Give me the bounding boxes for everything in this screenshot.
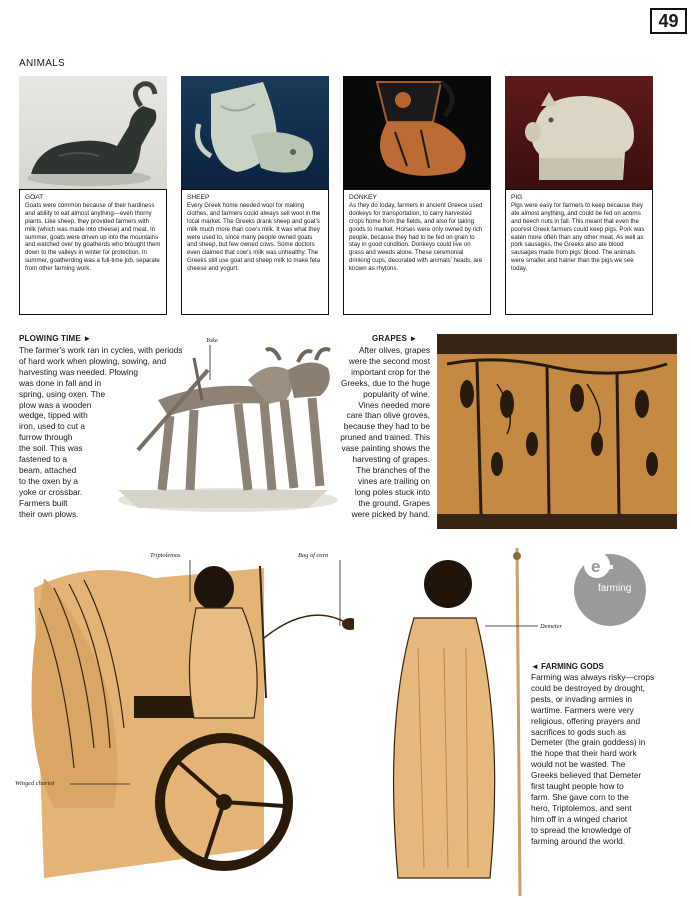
grapes-line: harvesting of grapes.	[352, 454, 430, 465]
grapes-line: were the second most	[348, 355, 430, 366]
farming-gods-text	[531, 672, 654, 847]
grapes-line: because they had to be	[343, 421, 430, 432]
farming-gods-line: wartime. Farmers were very	[531, 704, 634, 715]
sheep-caption-box	[181, 189, 329, 315]
grapes-line: care than olive groves,	[346, 410, 430, 421]
plowing-line: wedge, tipped with	[19, 410, 88, 421]
donkey-rhyton-image	[343, 76, 491, 189]
farming-gods-line: Greeks believed that Demeter	[531, 770, 642, 781]
plowing-line: Farmers built	[19, 497, 68, 508]
donkey-caption-box	[343, 189, 491, 315]
sheep-heading: SHEEP	[187, 194, 210, 201]
plowing-line: iron, used to cut a	[19, 421, 85, 432]
farming-gods-line: Demeter (the grain goddess) in	[531, 737, 646, 748]
grapes-line: After olives, grapes	[358, 345, 430, 355]
winged-chariot-label: Winged chariot	[15, 780, 55, 787]
demeter-label: Demeter	[540, 623, 563, 630]
plowing-line: their own plows.	[19, 508, 79, 519]
pig-caption-box	[505, 189, 653, 315]
farming-gods-line: sacrifices to gods such as	[531, 726, 626, 737]
pig-text: Pigs were easy for farmers to keep because they ate almost anything, and could be fed on acorns and beech nuts in fall. This meant that even the poorest Greek farmers could keep pigs. Pork was eaten more often than any other meat. As well as pork sausages, the Greeks also ate blood sausages made from pigs' blood. The animals were smaller and hairier than the pigs we see today.	[511, 201, 645, 273]
badge-letter: e	[591, 557, 601, 576]
farming-gods-line: to spread the knowledge of	[531, 824, 631, 835]
sheep-rhyton-image	[181, 76, 329, 189]
farming-gods-line: Farming was always risky—crops	[531, 672, 655, 682]
plowing-line: harvesting was needed. Plowing	[19, 366, 138, 377]
grapes-line: popularity of wine.	[363, 388, 430, 399]
plowing-line: yoke or crossbar.	[19, 486, 83, 497]
grape-harvest-vase-image	[437, 334, 677, 529]
goat-statue-image	[19, 76, 167, 189]
farming-gods-line: farming around the world.	[531, 835, 626, 846]
farming-gods-line: him off in a winged chariot	[531, 813, 628, 824]
grapes-line: The branches of the	[356, 464, 430, 475]
plowing-line: the soil. This was	[19, 443, 83, 454]
farming-gods-line: the hope that their hard work	[531, 748, 637, 759]
farming-gods-line: farm. She gave corn to the	[531, 791, 629, 802]
badge-text[interactable]: farming	[598, 583, 632, 594]
grapes-line: long poles stuck into	[354, 486, 430, 497]
farming-gods-line: could be destroyed by drought,	[531, 682, 645, 693]
goat-heading: GOAT	[25, 194, 44, 201]
section-title: ANIMALS	[19, 58, 66, 69]
farming-gods-heading: ◄ FARMING GODS	[531, 662, 604, 671]
pig-vessel-image	[505, 76, 653, 189]
plowing-line: plow was a wooden	[19, 399, 92, 410]
donkey-heading: DONKEY	[349, 194, 377, 201]
plowing-line: The farmer's work ran in cycles, with periods	[19, 345, 183, 355]
farming-gods-line: would not be wasted. The	[531, 759, 626, 770]
plowing-text	[19, 345, 182, 520]
bag-of-corn-label: Bag of corn	[298, 552, 329, 559]
grapes-line: Vines needed more	[358, 399, 430, 410]
grapes-text	[330, 345, 430, 520]
yoke-label: Yoke	[206, 337, 218, 344]
grapes-line: the ground. Grapes	[358, 497, 430, 508]
grapes-line: vines are trailing on	[358, 475, 430, 486]
grapes-line: Greeks, due to the huge	[340, 377, 430, 388]
triptolemos-label: Triptolemos	[150, 552, 181, 559]
page-number: 49	[650, 8, 687, 34]
grapes-line: important crop for the	[351, 366, 430, 377]
plowing-line: fastened to a	[19, 454, 67, 465]
plowing-line: to the oxen by a	[19, 475, 79, 486]
goat-caption-box	[19, 189, 167, 315]
farming-gods-line: religious, offering prayers and	[531, 715, 641, 726]
farming-gods-line: pests, or invading armies in	[531, 693, 632, 704]
farming-gods-line: hero, Triptolemos, and sent	[531, 802, 632, 813]
plowing-line: was done in fall and in	[19, 377, 102, 388]
grapes-line: pruned and trained. This	[340, 432, 430, 443]
plowing-line: of hard work when plowing, sowing, and	[19, 355, 167, 366]
yoke-pointer-line	[206, 345, 214, 380]
plowing-line: beam, attached	[19, 464, 77, 475]
farming-gods-line: first taught people how to	[531, 781, 624, 792]
plowing-line: furrow through	[19, 432, 73, 443]
plowing-heading: PLOWING TIME ►	[19, 334, 92, 343]
grapes-line: vase painting shows the	[341, 443, 430, 454]
donkey-text: As they do today, farmers in ancient Greece used donkeys for transportation, to carry harvested crops home from the fields, and also for taking goods to market. Horses were only owned by rich people, because they had to be fed on grain to stay in good condition. Donkeys could live on grass and weeds alone. These ceremonial drinking cups, decorated with animals' heads, are known as rhytons.	[349, 201, 483, 273]
grapes-heading: GRAPES ►	[372, 334, 418, 343]
sheep-text: Every Greek home needed wool for making clothes, and farmers could always sell wool in the local market. The Greeks drank sheep and goat's milk much more than cow's milk. It was what they were used to, since many people owned goats and sheep, but few owned cows. Some doctors even claimed that cow's milk was unhealthy. The Greeks still use goat and sheep milk to make feta cheese and yogurt.	[187, 201, 321, 273]
pig-heading: PIG	[511, 194, 523, 201]
goat-text: Goats were common because of their hardiness and ability to eat almost anything—even thorny plants. Like sheep, they provided farmers with milk (which was made into cheese) and meat. In summer, goats were driven up into the mountains and watched over by goatherds who brought them down to the valleys in winter for protection. In summer, goatherding was a full-time job, separate from other farming work.	[25, 201, 161, 273]
grapes-line: were picked by hand.	[351, 508, 430, 519]
plowing-line: spring, using oxen. The	[19, 388, 106, 399]
